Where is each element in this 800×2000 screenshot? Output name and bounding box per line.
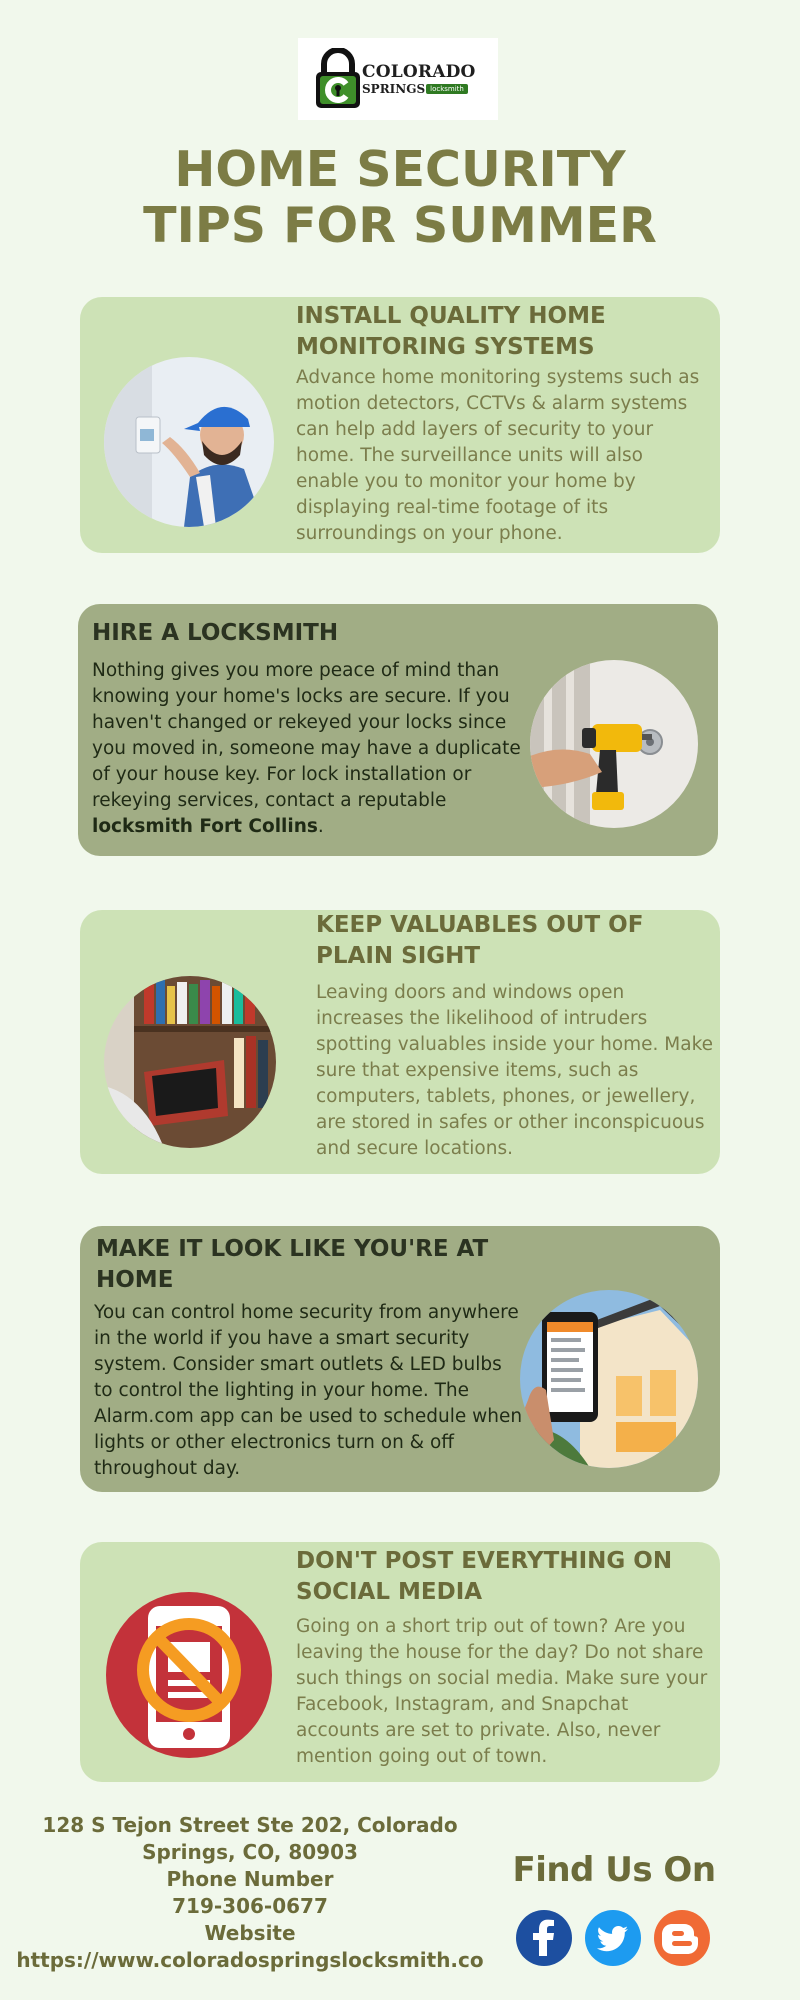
- contact-info: [0, 1812, 500, 1974]
- smart-home-phone-photo: [520, 1290, 698, 1468]
- tip-card-locksmith: [78, 604, 718, 856]
- no-social-sharing-icon: [106, 1592, 272, 1758]
- tip-body: Going on a short trip out of town? Are you leaving the house for the day? Do not share such things on social media. Make sure your Facebook, Instagram, and Snapchat accounts are set to private. Also, never mention going out of town.: [296, 1616, 708, 1767]
- logo-text-springs: SPRINGS: [362, 82, 426, 96]
- drill-lock-photo: [530, 660, 698, 828]
- technician-installing-sensor-icon: [104, 357, 274, 527]
- padlock-logo-icon: [312, 48, 364, 110]
- find-us-heading: Find Us On: [512, 1850, 716, 1890]
- blogger-button[interactable]: [654, 1910, 710, 1966]
- website-link[interactable]: https://www.coloradospringslocksmith.co: [16, 1948, 484, 1972]
- safe-box-photo: [104, 976, 276, 1148]
- locksmith-fort-collins-link[interactable]: locksmith Fort Collins: [92, 816, 318, 837]
- tip-card-social-media: [80, 1542, 720, 1782]
- tip-heading: MAKE IT LOOK LIKE YOU'RE AT HOME: [96, 1236, 489, 1293]
- title-line-1: HOME SECURITY: [174, 141, 626, 198]
- title-line-2: TIPS FOR SUMMER: [143, 197, 657, 254]
- no-phone-sharing-photo: [106, 1592, 272, 1758]
- website-label: Website: [204, 1921, 296, 1945]
- tip-body: Advance home monitoring systems such as motion detectors, CCTVs & alarm systems can help add layers of security to your home. The surveillance units will also enable you to monitor your home by displaying real-time footage of its surroundings on your phone.: [296, 367, 700, 544]
- address-line-1: 128 S Tejon Street Ste 202, Colorado: [42, 1813, 458, 1837]
- phone-label: Phone Number: [166, 1867, 334, 1891]
- logo-text-colorado: COLORADO: [362, 62, 476, 82]
- tip-card-monitoring: [80, 297, 720, 553]
- phone-number[interactable]: 719-306-0677: [172, 1894, 328, 1918]
- company-logo: [298, 38, 498, 120]
- twitter-button[interactable]: [585, 1910, 641, 1966]
- tip-card-at-home: [80, 1226, 720, 1492]
- tip-body-text: Nothing gives you more peace of mind than knowing your home's locks are secure. If you haven't changed or rekeyed your locks since you moved in, someone may have a duplicate of your house key. For lock installation or rekeying services, contact a reputable: [92, 660, 521, 811]
- logo-text-locksmith: locksmith: [426, 84, 468, 94]
- safe-box-bookshelf-icon: [104, 976, 276, 1148]
- tip-body: You can control home security from anywhere in the world if you have a smart security system. Consider smart outlets & LED bulbs to control the lighting in your home. The Alarm.com app can be used to schedule when lights or other electronics turn on & off throughout day.: [94, 1302, 523, 1479]
- drill-lock-install-icon: [530, 660, 698, 828]
- twitter-icon: [585, 1910, 641, 1966]
- tip-heading: KEEP VALUABLES OUT OF PLAIN SIGHT: [316, 912, 644, 969]
- tip-heading: HIRE A LOCKSMITH: [92, 620, 339, 646]
- tip-body-end: .: [317, 816, 324, 837]
- tip-body: [92, 658, 532, 840]
- address-line-2: Springs, CO, 80903: [142, 1840, 358, 1864]
- page-title: [0, 142, 800, 254]
- technician-photo: [104, 357, 274, 527]
- facebook-button[interactable]: [516, 1910, 572, 1966]
- facebook-icon: [516, 1910, 572, 1966]
- tip-card-valuables: [80, 910, 720, 1174]
- smart-home-app-phone-icon: [520, 1290, 698, 1468]
- tip-body: Leaving doors and windows open increases the likelihood of intruders spotting valuables inside your home. Make sure that expensive items, such as computers, tablets, phones, or jewellery, are stored in safes or other inconspicuous and secure locations.: [316, 982, 714, 1159]
- tip-heading: INSTALL QUALITY HOME MONITORING SYSTEMS: [296, 303, 606, 360]
- blogger-icon: [654, 1910, 710, 1966]
- tip-heading: DON'T POST EVERYTHING ON SOCIAL MEDIA: [296, 1548, 673, 1605]
